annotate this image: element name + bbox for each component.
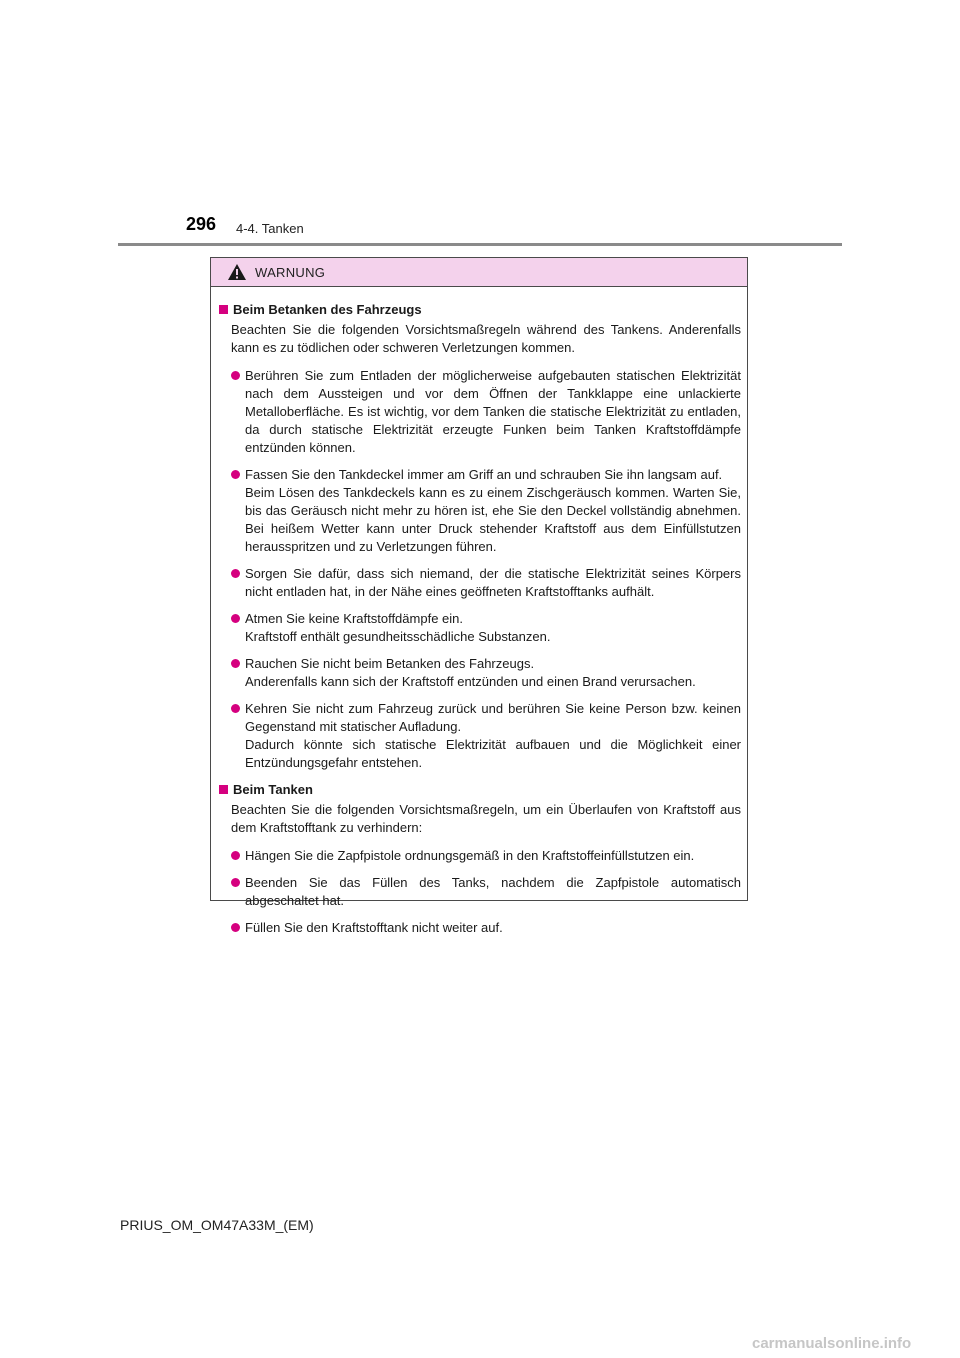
round-bullet-icon <box>231 878 240 887</box>
document-code: PRIUS_OM_OM47A33M_(EM) <box>120 1217 314 1233</box>
list-item <box>219 367 741 457</box>
list-item-line: Fassen Sie den Tankdeckel immer am Griff an und schrauben Sie ihn langsam auf. <box>245 467 723 482</box>
header-rule <box>118 243 842 246</box>
list-item <box>219 847 741 865</box>
list-item-line: Kraftstoff enthält gesundheitsschädliche Substanzen. <box>245 629 551 644</box>
list-item <box>219 919 741 937</box>
square-bullet-icon <box>219 785 228 794</box>
warning-box <box>210 257 748 935</box>
list-item <box>219 655 741 691</box>
list-item-text <box>245 610 741 646</box>
list-item <box>219 874 741 910</box>
section-title: 4-4. Tanken <box>236 221 304 236</box>
warning-header <box>211 258 747 287</box>
section-heading-text: Beim Betanken des Fahrzeugs <box>233 302 422 317</box>
round-bullet-icon <box>231 851 240 860</box>
section-heading <box>219 781 741 799</box>
list-item-line: Beim Lösen des Tankdeckels kann es zu einem Zischgeräusch kommen. Warten Sie, bis das Geräusch nicht mehr zu hören ist, ehe Sie den Deckel vollständig abnehmen. Bei heißem Wetter kann unter Druck stehender Kraftstoff aus dem Einfüllstutzen herausspritzen und zu Verletzungen führen. <box>245 485 741 554</box>
list-item <box>219 700 741 772</box>
round-bullet-icon <box>231 923 240 932</box>
warning-triangle-icon <box>227 263 247 281</box>
list-item-text <box>245 847 741 865</box>
section-intro: Beachten Sie die folgenden Vorsichtsmaßregeln während des Tankens. Anderenfalls kann es zu tödlichen oder schweren Verletzungen kommen. <box>231 322 741 355</box>
list-item-line: Anderenfalls kann sich der Kraftstoff entzünden und einen Brand verursachen. <box>245 674 696 689</box>
round-bullet-icon <box>231 704 240 713</box>
list-item-line: Beenden Sie das Füllen des Tanks, nachdem die Zapfpistole automatisch abgeschaltet hat. <box>245 875 741 908</box>
section-heading-text: Beim Tanken <box>233 782 313 797</box>
list-item-text <box>245 466 741 556</box>
list-item-text <box>245 655 741 691</box>
watermark: carmanualsonline.info <box>752 1335 912 1352</box>
section-intro: Beachten Sie die folgenden Vorsichtsmaßregeln, um ein Überlaufen von Kraftstoff aus dem Kraftstofftank zu verhindern: <box>231 802 741 835</box>
list-item-line: Rauchen Sie nicht beim Betanken des Fahrzeugs. <box>245 656 535 671</box>
list-item-text <box>245 874 741 910</box>
list-item-line: Berühren Sie zum Entladen der möglicherweise aufgebauten statischen Elektrizität nach dem Aussteigen und vor dem Öffnen der Tankklappe eine unlackierte Metalloberfläche. Es ist wichtig, vor dem Tanken die statische Elektrizität zu entladen, da durch statische Elektrizität erzeugte Funken beim Tanken Kraftstoffdämpfe entzünden können. <box>245 368 741 455</box>
list-item <box>219 466 741 556</box>
round-bullet-icon <box>231 371 240 380</box>
list-item-line: Sorgen Sie dafür, dass sich niemand, der die statische Elektrizität seines Körpers nicht entladen hat, in der Nähe eines geöffneten Kraftstofftanks aufhält. <box>245 566 741 599</box>
warning-body <box>211 287 747 937</box>
list-item-line: Hängen Sie die Zapfpistole ordnungsgemäß in den Kraftstoffeinfüllstutzen ein. <box>245 848 695 863</box>
list-item <box>219 565 741 601</box>
list-item-text <box>245 565 741 601</box>
page-number: 296 <box>186 214 217 234</box>
list-item-line: Füllen Sie den Kraftstofftank nicht weiter auf. <box>245 920 503 935</box>
square-bullet-icon <box>219 305 228 314</box>
list-item-line: Atmen Sie keine Kraftstoffdämpfe ein. <box>245 611 463 626</box>
warning-title: WARNUNG <box>255 264 326 280</box>
list-item-text <box>245 700 741 772</box>
list-item-text <box>245 367 741 457</box>
list-item-line: Kehren Sie nicht zum Fahrzeug zurück und berühren Sie keine Person bzw. keinen Gegenstand mit statischer Aufladung. <box>245 701 741 734</box>
section-heading <box>219 301 741 319</box>
list-item-line: Dadurch könnte sich statische Elektrizität aufbauen und die Möglichkeit einer Entzündungsgefahr entstehen. <box>245 737 741 770</box>
list-item <box>219 610 741 646</box>
round-bullet-icon <box>231 659 240 668</box>
round-bullet-icon <box>231 470 240 479</box>
round-bullet-icon <box>231 614 240 623</box>
round-bullet-icon <box>231 569 240 578</box>
list-item-text <box>245 919 741 937</box>
